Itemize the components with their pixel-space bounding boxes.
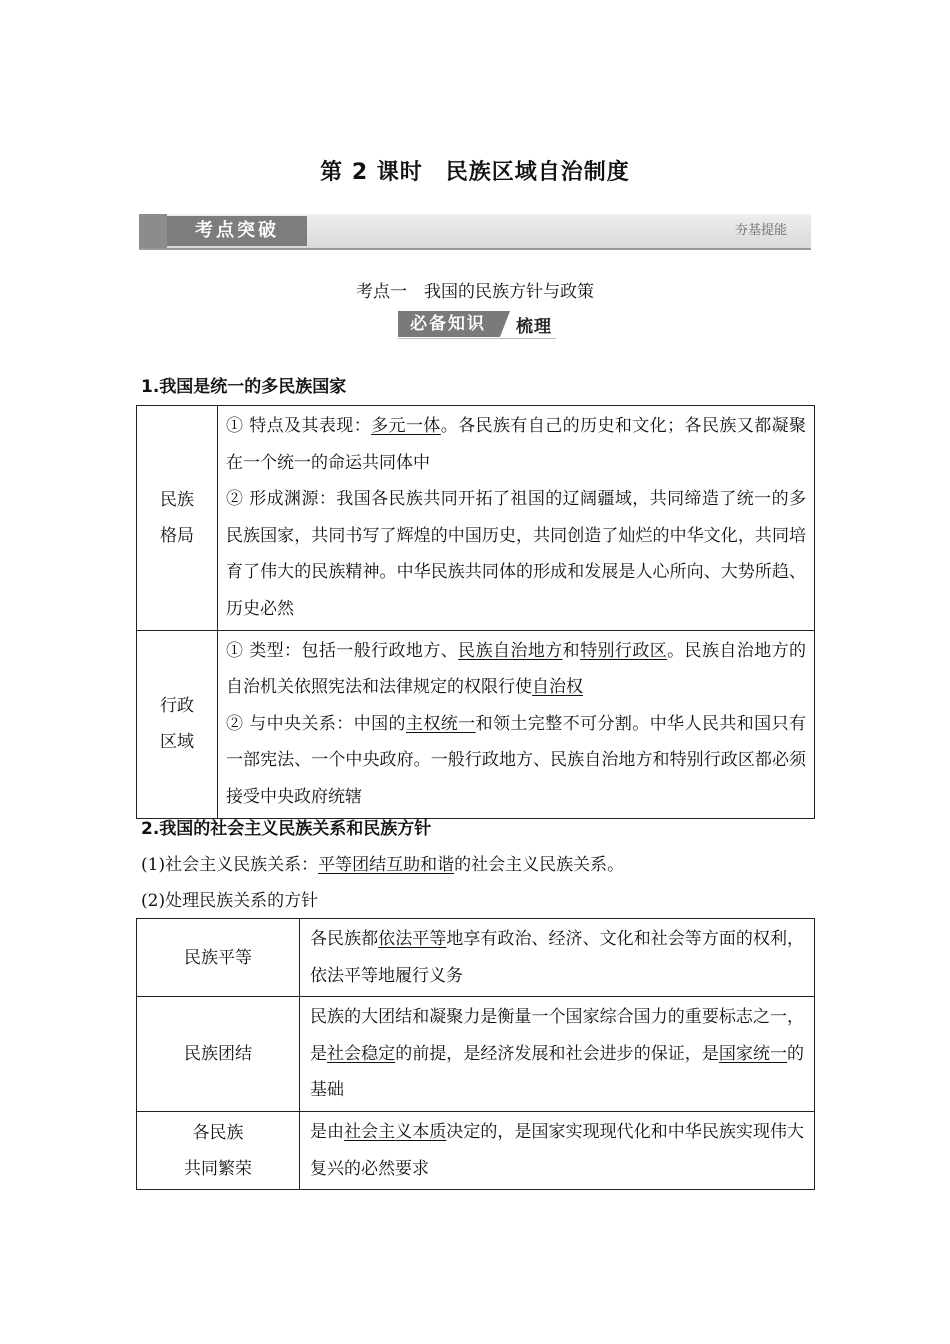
row-label-equality: 民族平等 [137,919,300,997]
policy-line: (2)处理民族关系的方针 [141,891,319,911]
section1-heading: 1.我国是统一的多民族国家 [141,377,347,397]
row-content-equality: 各民族都依法平等地享有政治、经济、文化和社会等方面的权利，依法平等地履行义务 [300,919,815,997]
row-label-admin-region: 行政区域 [137,630,218,818]
table-row [137,919,815,997]
row-label-unity: 民族团结 [137,997,300,1112]
row-label-prosperity: 各民族 共同繁荣 [137,1111,300,1189]
page-title: 第 2 课时 民族区域自治制度 [320,160,630,185]
ethnic-pattern-point2: ② 形成渊源：我国各民族共同开拓了祖国的辽阔疆域，共同缔造了统一的多民族国家，共同书写了辉煌的中国历史，共同创造了灿烂的中华文化，共同培育了伟大的民族精神。中华民族共同体的形成和发展是人心所向、大势所趋、历史必然 [226,489,806,619]
row-label-ethnic-pattern: 民族格局 [137,406,218,631]
banner-accent [139,214,167,248]
admin-region-point2: ② 与中央关系：中国的主权统一和领土完整不可分割。中华人民共和国只有一部宪法、一个中央政府。一般行政地方、民族自治地方和特别行政区都必须接受中央政府统辖 [226,713,807,807]
table-row [137,630,815,818]
point-title: 考点一 我国的民族方针与政策 [356,282,594,302]
table-row [137,997,815,1112]
banner-tab-label: 考点突破 [167,216,307,246]
row-content-ethnic-pattern [218,406,815,631]
section-banner [139,214,811,250]
badge-light-label: 梳理 [516,316,552,337]
table-row [137,406,815,631]
row-content-admin-region [218,630,815,818]
ethnic-policy-table [136,918,815,1190]
row-content-prosperity: 是由社会主义本质决定的，是国家实现现代化和中华民族实现伟大复兴的必然要求 [300,1111,815,1189]
ethnic-pattern-point1: ① 特点及其表现：多元一体。各民族有自己的历史和文化；各民族又都凝聚在一个统一的命运共同体中 [226,416,807,473]
row-content-unity: 民族的大团结和凝聚力是衡量一个国家综合国力的重要标志之一，是社会稳定的前提，是经济发展和社会进步的保证，是国家统一的基础 [300,997,815,1112]
ethnic-country-table [136,405,815,819]
admin-region-point1: ① 类型：包括一般行政地方、民族自治地方和特别行政区。民族自治地方的自治机关依照宪法和法律规定的权限行使自治权 [226,640,807,698]
badge-dark-label: 必备知识 [398,311,500,337]
relation-line: (1)社会主义民族关系：平等团结互助和谐的社会主义民族关系。 [141,855,625,875]
banner-right-label: 夯基提能 [734,223,787,238]
badge-slash [500,311,510,337]
table-row [137,1111,815,1189]
knowledge-badge [398,310,556,339]
section2-heading: 2.我国的社会主义民族关系和民族方针 [141,819,432,839]
